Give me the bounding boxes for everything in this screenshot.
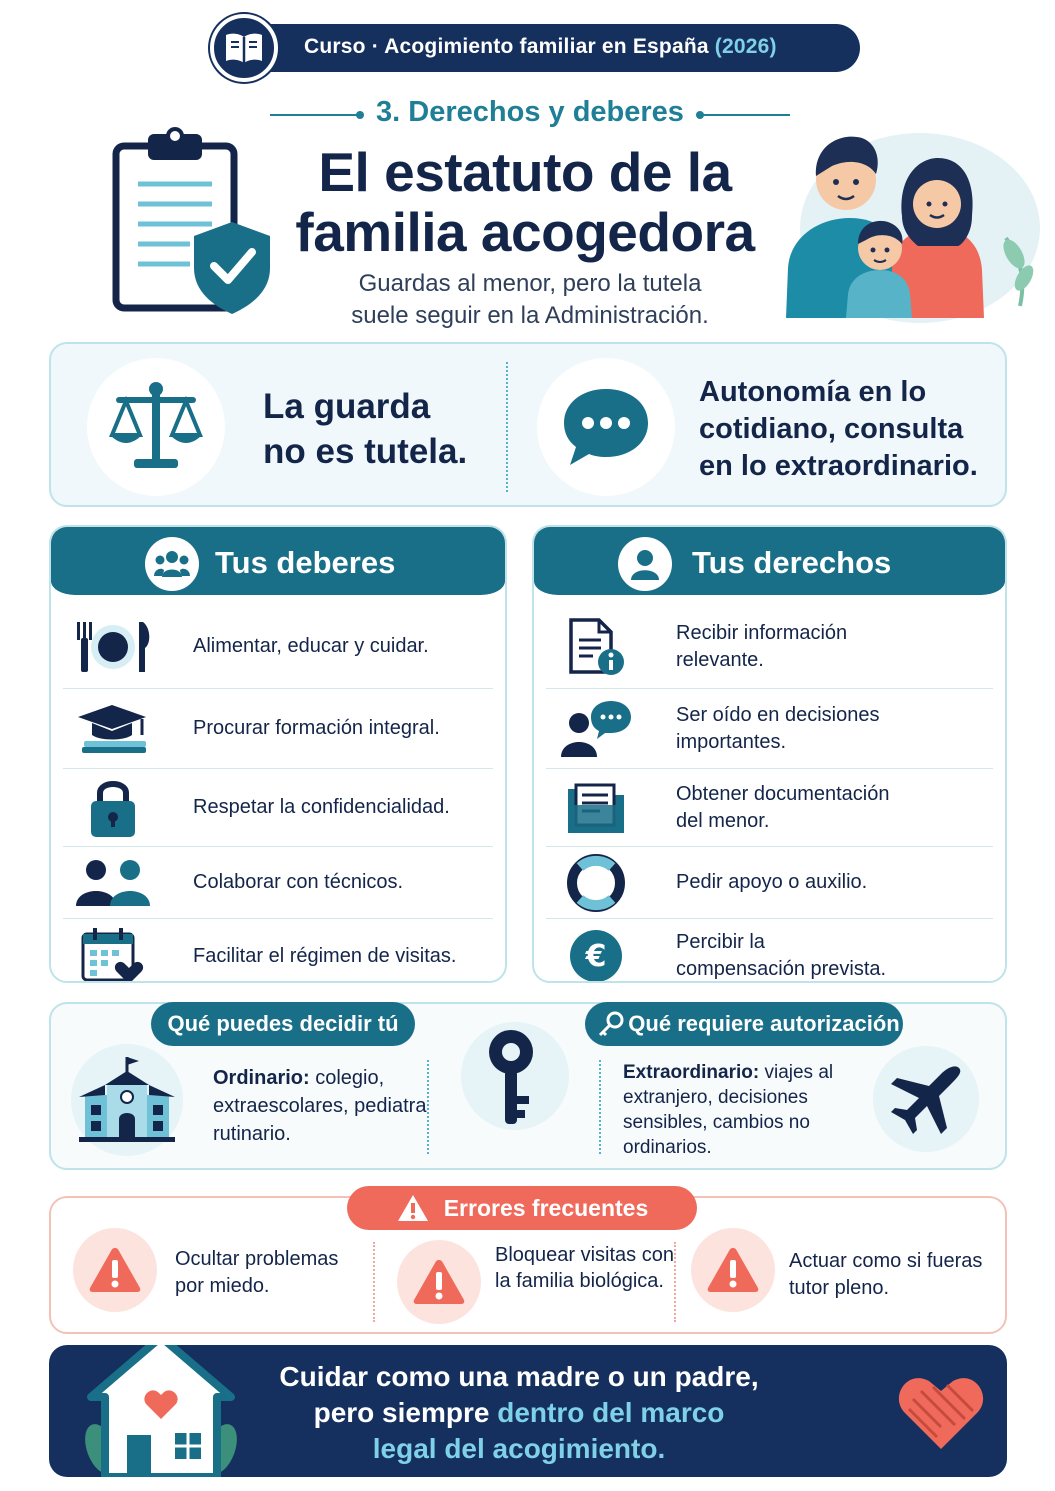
derechos-header (534, 527, 1005, 595)
person-speech-icon (546, 689, 646, 768)
section-label: 3. Derechos y deberes (270, 96, 790, 129)
course-year: (2026) (714, 35, 777, 58)
key-message-autonomia: Autonomía en lo cotidiano, consulta en lo extraordinario. (699, 376, 978, 482)
euro-icon (546, 919, 646, 983)
document-info-icon (546, 605, 646, 688)
errors-tag: Errores frecuentes (347, 1186, 697, 1230)
list-item: Procurar formación integral. (63, 689, 493, 769)
key-small-icon (597, 1010, 625, 1044)
plate-cutlery-icon (63, 605, 163, 688)
derechos-list (546, 605, 993, 983)
warning-icon (691, 1228, 775, 1312)
user-icon (618, 537, 672, 591)
school-icon (71, 1044, 183, 1156)
key-message-guarda: La guarda no es tutela. (263, 387, 468, 471)
decisions-section (49, 1002, 1007, 1170)
deberes-header (51, 527, 505, 595)
course-banner (210, 20, 860, 76)
page-subtitle: Guardas al menor, pero la tutela suele seguir en la Administración. (351, 270, 709, 329)
divider (599, 1060, 601, 1154)
list-item: Pedir apoyo o auxilio. (546, 847, 993, 919)
list-item: Colaborar con técnicos. (63, 847, 493, 919)
list-item: Facilitar el régimen de visitas. (63, 919, 493, 983)
clipboard-shield-icon (110, 126, 280, 316)
lifebuoy-icon (546, 847, 646, 918)
svg-text:€: € (585, 939, 607, 974)
list-item: Recibir información relevante. (546, 605, 993, 689)
authorization-tag: Qué requiere autorización (585, 1002, 903, 1046)
airplane-icon (873, 1046, 979, 1152)
course-title: Curso · Acogimiento familiar en España (2026) (304, 35, 777, 58)
padlock-icon (63, 769, 163, 846)
folder-icon (546, 769, 646, 846)
divider (427, 1060, 429, 1154)
list-item: Alimentar, educar y cuidar. (63, 605, 493, 689)
divider (373, 1242, 375, 1322)
speech-bubble-icon (537, 358, 675, 496)
heart-icon (895, 1369, 987, 1458)
warning-icon (397, 1240, 481, 1324)
own-decisions-text: Ordinario: colegio, extraescolares, pediatra rutinario. (213, 1067, 427, 1145)
derechos-panel (532, 525, 1007, 983)
group-icon (145, 537, 199, 591)
family-illustration (780, 118, 1040, 328)
calendar-heart-icon (63, 919, 163, 983)
list-item: Respetar la confidencialidad. (63, 769, 493, 847)
page-title: El estatuto de la familia acogedora (295, 141, 755, 263)
warning-small-icon (396, 1193, 430, 1223)
scales-icon (87, 358, 225, 496)
footer-banner (49, 1345, 1007, 1477)
book-icon (210, 14, 278, 82)
warning-icon (73, 1228, 157, 1312)
error-text: Actuar como si fueras tutor pleno. (789, 1250, 983, 1299)
deberes-panel (49, 525, 507, 983)
list-item: Obtener documentación del menor. (546, 769, 993, 847)
divider (506, 362, 508, 492)
graduation-cap-icon (63, 689, 163, 768)
error-text: Ocultar problemas por miedo. (175, 1248, 339, 1297)
people-icon (63, 847, 163, 918)
own-decisions-tag: Qué puedes decidir tú (151, 1002, 415, 1046)
key-icon (461, 1022, 569, 1130)
error-text: Bloquear visitas con la familia biológica. (495, 1244, 674, 1292)
key-messages (49, 342, 1007, 507)
list-item: Ser oído en decisiones importantes. (546, 689, 993, 769)
deberes-list (63, 605, 493, 983)
house-heart-icon (71, 1345, 251, 1477)
errors-section (49, 1196, 1007, 1334)
authorization-text: Extraordinario: viajes al extranjero, decisiones sensibles, cambios no ordinarios. (623, 1062, 834, 1158)
footer-message: Cuidar como una madre o un padre, pero siempre dentro del marco legal del acogimiento. (279, 1361, 759, 1464)
divider (674, 1242, 676, 1322)
deberes-title: Tus deberes (215, 545, 396, 580)
list-item: € Percibir la compensación prevista. (546, 919, 993, 983)
derechos-title: Tus derechos (692, 545, 892, 580)
